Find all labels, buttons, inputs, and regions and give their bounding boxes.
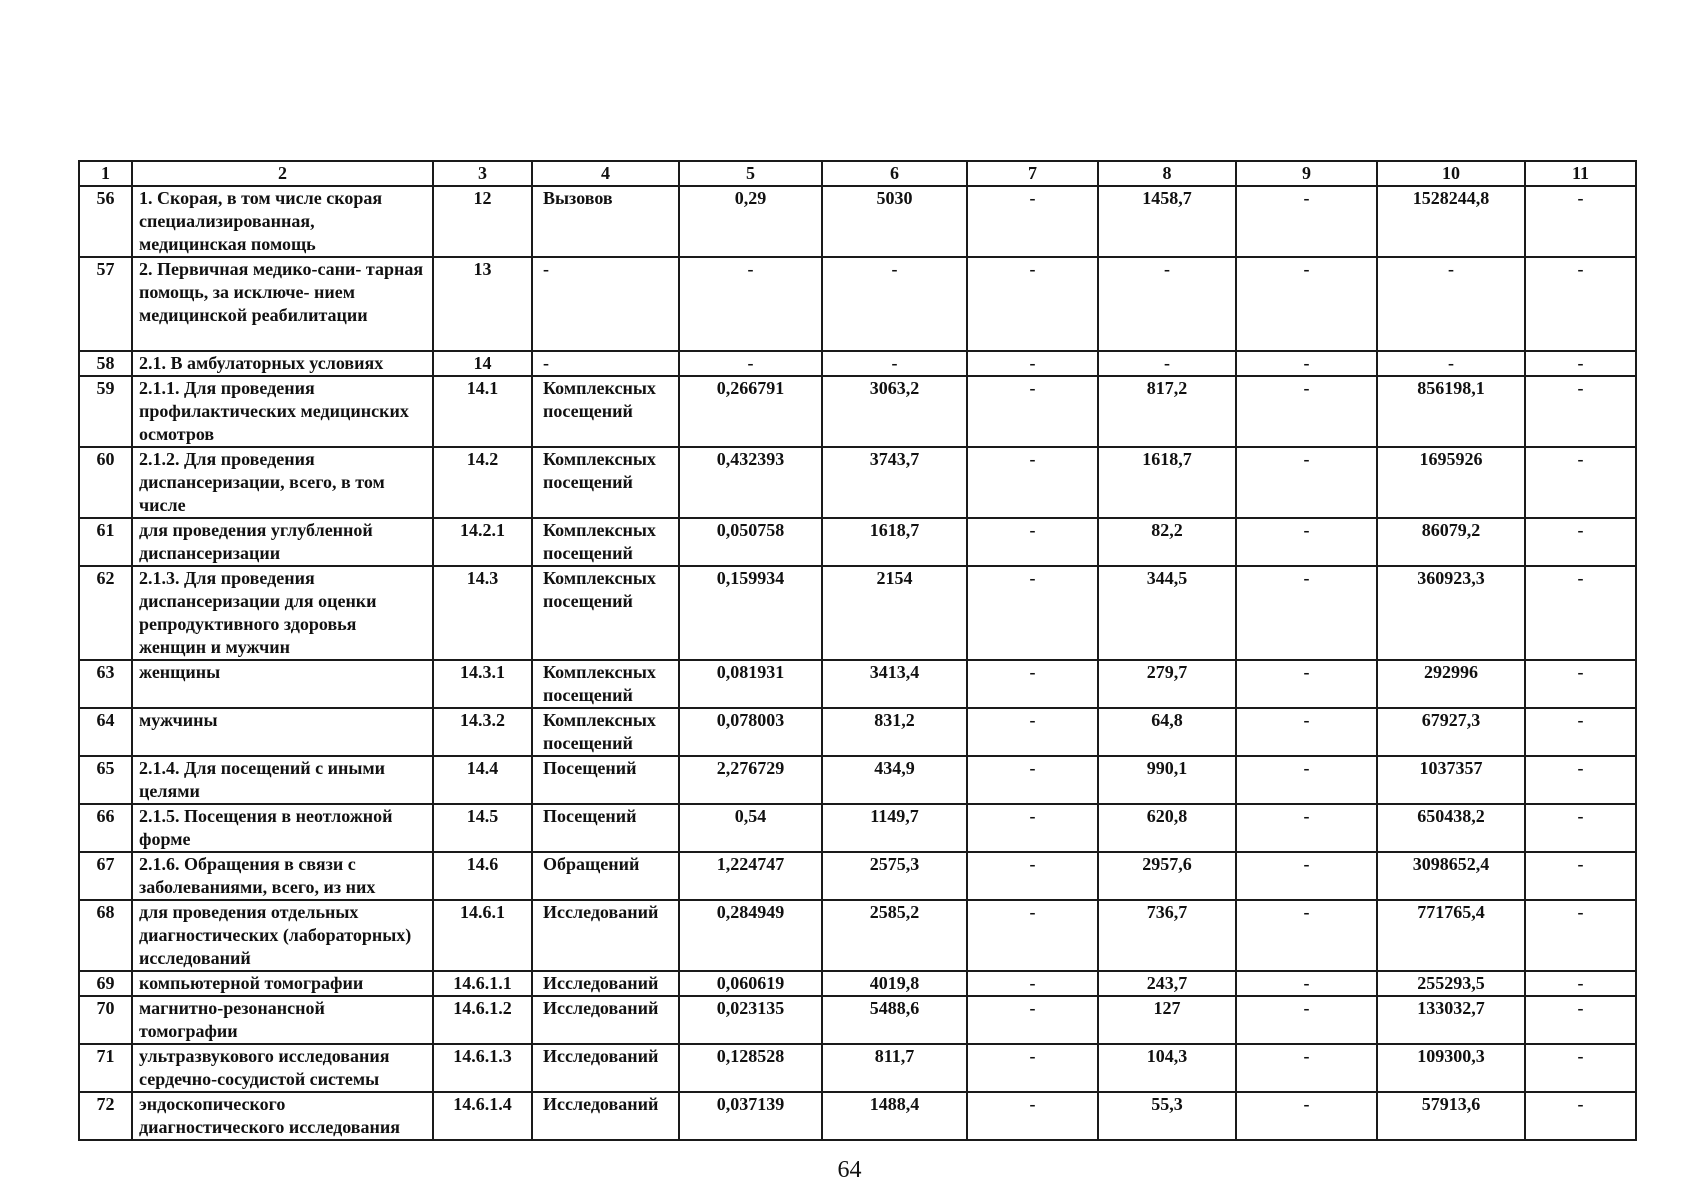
row-col10-cell: 1037357 xyxy=(1377,756,1525,804)
data-table-container xyxy=(78,160,1635,1141)
row-col6-cell: 3063,2 xyxy=(822,376,967,447)
row-col7-cell: - xyxy=(967,708,1098,756)
row-col8-cell: 64,8 xyxy=(1098,708,1236,756)
row-code-cell: 14.6.1.2 xyxy=(433,996,532,1044)
row-col9-cell: - xyxy=(1236,708,1377,756)
row-col7-cell: - xyxy=(967,804,1098,852)
row-col10-cell: 255293,5 xyxy=(1377,971,1525,996)
row-col5-cell: 2,276729 xyxy=(679,756,822,804)
row-name-cell: 1. Скорая, в том числе скорая специализированная, медицинская помощь xyxy=(132,186,433,257)
row-col11-cell: - xyxy=(1525,1044,1636,1092)
row-col9-cell: - xyxy=(1236,804,1377,852)
row-col10-cell: 1695926 xyxy=(1377,447,1525,518)
row-col6-cell: 434,9 xyxy=(822,756,967,804)
row-unit-cell: Комплексных посещений xyxy=(532,447,679,518)
page-number: 64 xyxy=(837,1157,862,1183)
row-number-cell: 63 xyxy=(79,660,132,708)
row-col10-cell: 86079,2 xyxy=(1377,518,1525,566)
row-col11-cell: - xyxy=(1525,376,1636,447)
row-col5-cell: 0,432393 xyxy=(679,447,822,518)
column-header: 9 xyxy=(1236,161,1377,186)
row-unit-cell: Исследований xyxy=(532,1044,679,1092)
row-number-cell: 68 xyxy=(79,900,132,971)
row-col10-cell: 133032,7 xyxy=(1377,996,1525,1044)
row-code-cell: 14.5 xyxy=(433,804,532,852)
row-name-cell: 2.1.5. Посещения в неотложной форме xyxy=(132,804,433,852)
row-unit-cell: Исследований xyxy=(532,900,679,971)
row-col5-cell: 0,078003 xyxy=(679,708,822,756)
row-number-cell: 60 xyxy=(79,447,132,518)
row-col7-cell: - xyxy=(967,566,1098,660)
row-code-cell: 14.3.1 xyxy=(433,660,532,708)
row-number-cell: 59 xyxy=(79,376,132,447)
table-row xyxy=(79,518,1636,566)
row-col10-cell: 67927,3 xyxy=(1377,708,1525,756)
row-number-cell: 65 xyxy=(79,756,132,804)
row-name-cell: ультразвукового исследования сердечно-сосудистой системы xyxy=(132,1044,433,1092)
row-code-cell: 14.6.1 xyxy=(433,900,532,971)
column-header: 4 xyxy=(532,161,679,186)
row-unit-cell: Комплексных посещений xyxy=(532,376,679,447)
table-row xyxy=(79,756,1636,804)
row-col6-cell: 5030 xyxy=(822,186,967,257)
row-col9-cell: - xyxy=(1236,186,1377,257)
row-col11-cell: - xyxy=(1525,186,1636,257)
row-col9-cell: - xyxy=(1236,971,1377,996)
row-number-cell: 66 xyxy=(79,804,132,852)
row-col8-cell: 817,2 xyxy=(1098,376,1236,447)
row-number-cell: 61 xyxy=(79,518,132,566)
row-col8-cell: 990,1 xyxy=(1098,756,1236,804)
row-name-cell: женщины xyxy=(132,660,433,708)
row-col6-cell: 4019,8 xyxy=(822,971,967,996)
row-col9-cell: - xyxy=(1236,900,1377,971)
row-col9-cell: - xyxy=(1236,566,1377,660)
row-unit-cell: Посещений xyxy=(532,756,679,804)
row-col11-cell: - xyxy=(1525,804,1636,852)
row-unit-cell: Комплексных посещений xyxy=(532,660,679,708)
row-col10-cell: 57913,6 xyxy=(1377,1092,1525,1140)
table-row xyxy=(79,1044,1636,1092)
row-col7-cell: - xyxy=(967,376,1098,447)
row-name-cell: 2.1.2. Для проведения диспансеризации, всего, в том числе xyxy=(132,447,433,518)
row-col10-cell: 1528244,8 xyxy=(1377,186,1525,257)
table-row xyxy=(79,376,1636,447)
row-code-cell: 14.2.1 xyxy=(433,518,532,566)
table-row xyxy=(79,1092,1636,1140)
row-col6-cell: 831,2 xyxy=(822,708,967,756)
row-name-cell: мужчины xyxy=(132,708,433,756)
row-name-cell: 2.1.6. Обращения в связи с заболеваниями, всего, из них xyxy=(132,852,433,900)
column-header: 10 xyxy=(1377,161,1525,186)
row-code-cell: 14.4 xyxy=(433,756,532,804)
row-col11-cell: - xyxy=(1525,351,1636,376)
row-col10-cell: 3098652,4 xyxy=(1377,852,1525,900)
row-col5-cell: 0,128528 xyxy=(679,1044,822,1092)
row-col5-cell: 0,266791 xyxy=(679,376,822,447)
row-col6-cell: 811,7 xyxy=(822,1044,967,1092)
column-header: 5 xyxy=(679,161,822,186)
row-col5-cell: 0,023135 xyxy=(679,996,822,1044)
row-code-cell: 14.2 xyxy=(433,447,532,518)
row-col6-cell: - xyxy=(822,257,967,351)
row-col7-cell: - xyxy=(967,1044,1098,1092)
data-table xyxy=(78,160,1637,1141)
column-number-header-row xyxy=(79,161,1636,186)
row-name-cell: 2.1.1. Для проведения профилактических медицинских осмотров xyxy=(132,376,433,447)
column-header: 8 xyxy=(1098,161,1236,186)
row-col7-cell: - xyxy=(967,971,1098,996)
row-col10-cell: - xyxy=(1377,257,1525,351)
row-col6-cell: 5488,6 xyxy=(822,996,967,1044)
table-row xyxy=(79,900,1636,971)
row-col5-cell: 0,159934 xyxy=(679,566,822,660)
row-col7-cell: - xyxy=(967,852,1098,900)
row-number-cell: 57 xyxy=(79,257,132,351)
table-row xyxy=(79,660,1636,708)
row-col6-cell: 1618,7 xyxy=(822,518,967,566)
row-name-cell: компьютерной томографии xyxy=(132,971,433,996)
row-col8-cell: 620,8 xyxy=(1098,804,1236,852)
row-col9-cell: - xyxy=(1236,756,1377,804)
row-col9-cell: - xyxy=(1236,447,1377,518)
row-col6-cell: - xyxy=(822,351,967,376)
row-name-cell: 2.1. В амбулаторных условиях xyxy=(132,351,433,376)
row-col7-cell: - xyxy=(967,900,1098,971)
row-unit-cell: Исследований xyxy=(532,971,679,996)
row-col10-cell: 109300,3 xyxy=(1377,1044,1525,1092)
row-code-cell: 14 xyxy=(433,351,532,376)
row-col10-cell: 771765,4 xyxy=(1377,900,1525,971)
row-col7-cell: - xyxy=(967,518,1098,566)
row-col10-cell: 360923,3 xyxy=(1377,566,1525,660)
row-unit-cell: Комплексных посещений xyxy=(532,708,679,756)
row-col11-cell: - xyxy=(1525,756,1636,804)
row-col9-cell: - xyxy=(1236,257,1377,351)
row-code-cell: 14.6.1.1 xyxy=(433,971,532,996)
row-code-cell: 14.6.1.3 xyxy=(433,1044,532,1092)
row-col10-cell: 650438,2 xyxy=(1377,804,1525,852)
row-col9-cell: - xyxy=(1236,351,1377,376)
row-col5-cell: 0,060619 xyxy=(679,971,822,996)
row-number-cell: 72 xyxy=(79,1092,132,1140)
column-header: 3 xyxy=(433,161,532,186)
row-code-cell: 14.6 xyxy=(433,852,532,900)
row-col5-cell: 0,29 xyxy=(679,186,822,257)
row-col11-cell: - xyxy=(1525,996,1636,1044)
row-number-cell: 58 xyxy=(79,351,132,376)
row-name-cell: магнитно-резонансной томографии xyxy=(132,996,433,1044)
row-col7-cell: - xyxy=(967,996,1098,1044)
row-number-cell: 71 xyxy=(79,1044,132,1092)
row-code-cell: 14.1 xyxy=(433,376,532,447)
row-number-cell: 62 xyxy=(79,566,132,660)
table-row xyxy=(79,186,1636,257)
row-col11-cell: - xyxy=(1525,518,1636,566)
row-col8-cell: 1618,7 xyxy=(1098,447,1236,518)
row-col7-cell: - xyxy=(967,351,1098,376)
row-col6-cell: 2585,2 xyxy=(822,900,967,971)
row-col10-cell: 292996 xyxy=(1377,660,1525,708)
column-header: 1 xyxy=(79,161,132,186)
row-col5-cell: 0,284949 xyxy=(679,900,822,971)
row-col5-cell: 0,54 xyxy=(679,804,822,852)
row-unit-cell: Исследований xyxy=(532,1092,679,1140)
row-number-cell: 69 xyxy=(79,971,132,996)
row-col11-cell: - xyxy=(1525,708,1636,756)
row-number-cell: 64 xyxy=(79,708,132,756)
row-col5-cell: - xyxy=(679,257,822,351)
table-row xyxy=(79,804,1636,852)
row-code-cell: 14.6.1.4 xyxy=(433,1092,532,1140)
row-col10-cell: 856198,1 xyxy=(1377,376,1525,447)
row-col8-cell: 55,3 xyxy=(1098,1092,1236,1140)
row-col7-cell: - xyxy=(967,1092,1098,1140)
row-number-cell: 67 xyxy=(79,852,132,900)
table-row xyxy=(79,447,1636,518)
row-name-cell: для проведения углубленной диспансеризации xyxy=(132,518,433,566)
row-col11-cell: - xyxy=(1525,447,1636,518)
row-col8-cell: 736,7 xyxy=(1098,900,1236,971)
table-row xyxy=(79,852,1636,900)
row-unit-cell: Обращений xyxy=(532,852,679,900)
row-unit-cell: - xyxy=(532,257,679,351)
row-name-cell: для проведения отдельных диагностических (лабораторных) исследований xyxy=(132,900,433,971)
row-col9-cell: - xyxy=(1236,518,1377,566)
row-col9-cell: - xyxy=(1236,1092,1377,1140)
row-name-cell: 2.1.4. Для посещений с иными целями xyxy=(132,756,433,804)
row-name-cell: 2.1.3. Для проведения диспансеризации для оценки репродуктивного здоровья женщин и мужчин xyxy=(132,566,433,660)
row-col11-cell: - xyxy=(1525,852,1636,900)
table-row xyxy=(79,996,1636,1044)
row-unit-cell: Комплексных посещений xyxy=(532,518,679,566)
column-header: 6 xyxy=(822,161,967,186)
row-unit-cell: Посещений xyxy=(532,804,679,852)
row-unit-cell: Исследований xyxy=(532,996,679,1044)
row-col5-cell: 0,050758 xyxy=(679,518,822,566)
row-col6-cell: 1149,7 xyxy=(822,804,967,852)
row-code-cell: 14.3.2 xyxy=(433,708,532,756)
row-col10-cell: - xyxy=(1377,351,1525,376)
row-col6-cell: 2575,3 xyxy=(822,852,967,900)
row-col7-cell: - xyxy=(967,447,1098,518)
row-unit-cell: Комплексных посещений xyxy=(532,566,679,660)
row-col7-cell: - xyxy=(967,186,1098,257)
column-header: 11 xyxy=(1525,161,1636,186)
row-number-cell: 70 xyxy=(79,996,132,1044)
row-name-cell: эндоскопического диагностического исследования xyxy=(132,1092,433,1140)
row-col9-cell: - xyxy=(1236,1044,1377,1092)
row-col6-cell: 3743,7 xyxy=(822,447,967,518)
row-col6-cell: 2154 xyxy=(822,566,967,660)
row-col8-cell: 104,3 xyxy=(1098,1044,1236,1092)
row-col7-cell: - xyxy=(967,257,1098,351)
row-col11-cell: - xyxy=(1525,900,1636,971)
row-col8-cell: 1458,7 xyxy=(1098,186,1236,257)
row-code-cell: 14.3 xyxy=(433,566,532,660)
row-col5-cell: 0,037139 xyxy=(679,1092,822,1140)
row-name-cell: 2. Первичная медико-сани- тарная помощь, за исключе- нием медицинской реабилитации xyxy=(132,257,433,351)
row-code-cell: 12 xyxy=(433,186,532,257)
table-row xyxy=(79,257,1636,351)
row-col8-cell: 279,7 xyxy=(1098,660,1236,708)
row-col8-cell: - xyxy=(1098,257,1236,351)
table-row xyxy=(79,971,1636,996)
row-col5-cell: - xyxy=(679,351,822,376)
row-col9-cell: - xyxy=(1236,852,1377,900)
row-col9-cell: - xyxy=(1236,376,1377,447)
row-code-cell: 13 xyxy=(433,257,532,351)
row-col8-cell: - xyxy=(1098,351,1236,376)
row-col7-cell: - xyxy=(967,756,1098,804)
row-col8-cell: 344,5 xyxy=(1098,566,1236,660)
row-col5-cell: 1,224747 xyxy=(679,852,822,900)
row-col6-cell: 3413,4 xyxy=(822,660,967,708)
row-col7-cell: - xyxy=(967,660,1098,708)
table-row xyxy=(79,351,1636,376)
row-col6-cell: 1488,4 xyxy=(822,1092,967,1140)
row-col8-cell: 243,7 xyxy=(1098,971,1236,996)
row-unit-cell: - xyxy=(532,351,679,376)
row-col11-cell: - xyxy=(1525,566,1636,660)
table-body xyxy=(79,161,1636,1140)
row-unit-cell: Вызовов xyxy=(532,186,679,257)
row-col8-cell: 2957,6 xyxy=(1098,852,1236,900)
column-header: 2 xyxy=(132,161,433,186)
row-col8-cell: 82,2 xyxy=(1098,518,1236,566)
row-col8-cell: 127 xyxy=(1098,996,1236,1044)
row-col5-cell: 0,081931 xyxy=(679,660,822,708)
row-number-cell: 56 xyxy=(79,186,132,257)
table-row xyxy=(79,566,1636,660)
row-col9-cell: - xyxy=(1236,996,1377,1044)
row-col11-cell: - xyxy=(1525,971,1636,996)
row-col11-cell: - xyxy=(1525,257,1636,351)
row-col11-cell: - xyxy=(1525,1092,1636,1140)
table-row xyxy=(79,708,1636,756)
column-header: 7 xyxy=(967,161,1098,186)
row-col11-cell: - xyxy=(1525,660,1636,708)
row-col9-cell: - xyxy=(1236,660,1377,708)
